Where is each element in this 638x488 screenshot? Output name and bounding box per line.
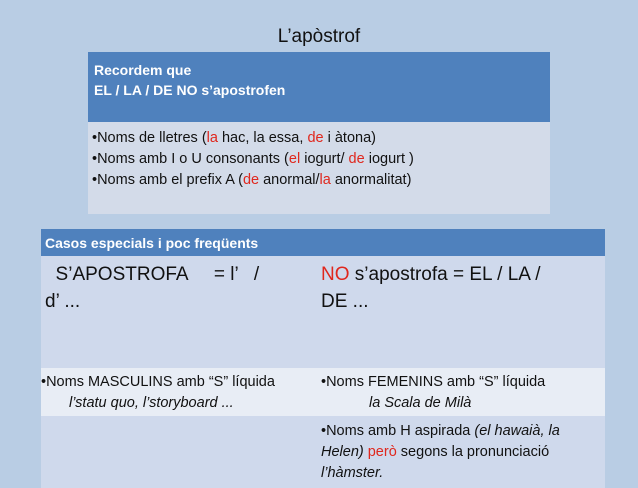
no-word: NO (321, 264, 350, 285)
highlight: la (319, 172, 331, 188)
recall-header (88, 52, 550, 122)
text: •Noms amb H aspirada (321, 423, 475, 439)
apostrophe-title-line1: S’APOSTROFA = l’ / (45, 264, 260, 285)
example: (el hawaià, la (474, 423, 560, 439)
aspirated-h-line2 (321, 442, 605, 463)
table-row (41, 368, 605, 416)
masculine-cell (41, 368, 315, 416)
highlight: la (206, 130, 218, 146)
text: s’apostrofa = EL / LA / (349, 264, 541, 285)
highlight: de (242, 172, 260, 188)
masculine-example: l’statu quo, l’storyboard ... (69, 395, 234, 411)
special-cases-table (41, 229, 605, 488)
slide-title: L’apòstrof (277, 26, 361, 47)
text: anormal/ (259, 172, 320, 188)
aspirated-h-line3: l’hàmster. (321, 465, 384, 481)
no-apostrophe-title-line2: DE ... (321, 291, 369, 312)
apostrophe-title-cell (41, 256, 315, 368)
apostrophe-title-line2: d’ ... (45, 291, 81, 312)
recall-header-line1: Recordem que (94, 62, 192, 78)
aspirated-h-cell (315, 416, 605, 488)
highlight: el (288, 151, 301, 167)
highlight: però (363, 444, 397, 460)
recall-header-line2: EL / LA / DE NO s’apostrofen (94, 82, 286, 98)
text: iogurt ) (364, 151, 414, 167)
text: anormalitat) (330, 172, 412, 188)
highlight: de (307, 130, 324, 146)
recall-item-letters (92, 128, 550, 149)
no-apostrophe-title-line1 (321, 261, 605, 288)
example: Helen) (321, 444, 364, 460)
recall-box (88, 52, 550, 214)
text: iogurt/ (300, 151, 349, 167)
text: i àtona) (323, 130, 376, 146)
table-row (41, 416, 605, 488)
empty-cell (41, 416, 315, 488)
feminine-rule: •Noms FEMENINS amb “S” líquida (321, 374, 546, 390)
table-header: Casos especials i poc freqüents (41, 229, 605, 256)
table-row (41, 256, 605, 368)
highlight: de (348, 151, 365, 167)
masculine-rule: •Noms MASCULINS amb “S” líquida (41, 374, 275, 390)
aspirated-h-line1 (321, 421, 605, 442)
feminine-cell (315, 368, 605, 416)
text: •Noms amb el prefix A ( (92, 172, 243, 188)
text: segons la pronunciació (396, 444, 550, 460)
recall-item-prefix (92, 170, 550, 191)
text: •Noms amb I o U consonants ( (92, 151, 289, 167)
no-apostrophe-title-cell (315, 256, 605, 368)
recall-item-consonants (92, 149, 550, 170)
feminine-example: la Scala de Milà (369, 395, 472, 411)
text: •Noms de lletres ( (92, 130, 207, 146)
text: hac, la essa, (217, 130, 308, 146)
recall-list (88, 122, 550, 214)
